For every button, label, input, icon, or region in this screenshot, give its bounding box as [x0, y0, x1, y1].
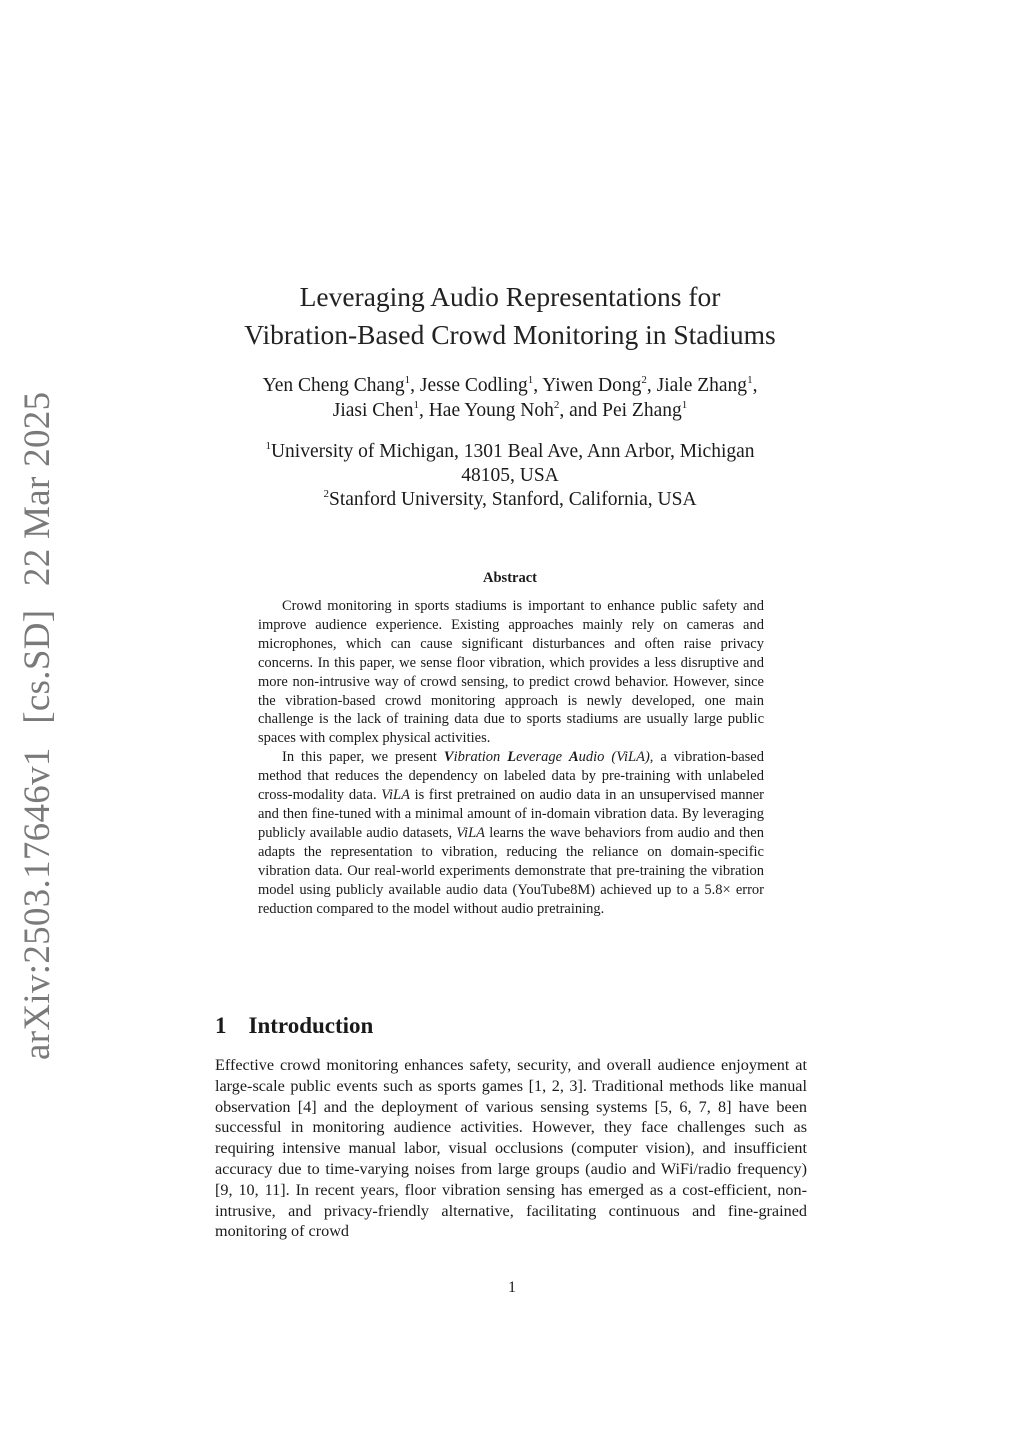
section-title: Introduction	[248, 1013, 374, 1038]
affiliations	[160, 440, 860, 512]
author-affil-mark: 1	[681, 399, 688, 411]
abstract-text: , a vibration-based method that reduces the dependency on labeled data by pre-training with unlabeled cross-modality data.	[258, 749, 764, 804]
author-separator: ,	[418, 400, 429, 421]
author-affil-mark: 1	[413, 399, 419, 411]
affiliation-mark: 1	[265, 440, 271, 452]
introduction-paragraph: Effective crowd monitoring enhances safety, security, and overall audience enjoyment at large-scale public events such as sports games [1, 2, 3]. Traditional methods like manual observation [4] and the deployment of various sensing systems [5, 6, 7, 8] have been successful in monitoring audience activities. However, they face challenges such as requiring intensive manual labor, visual occlusions (computer vision), and insufficient accuracy due to time-varying noises from large groups (audio and WiFi/radio frequency) [9, 10, 11]. In recent years, floor vibration sensing has emerged as a cost-efficient, non-intrusive, and privacy-friendly alternative, facilitating continuous and fine-grained monitoring of crowd	[215, 1056, 807, 1241]
abstract-paragraph-1: Crowd monitoring in sports stadiums is important to enhance public safety and improve audience experience. Existing approaches mainly rely on cameras and microphones, which can cause significant disturbances and often raise privacy concerns. In this paper, we sense floor vibration, which provides a less disruptive and more non-intrusive way of crowd sensing, to predict crowd behavior. However, since the vibration-based crowd monitoring approach is newly developed, one main challenge is the lack of training data due to sports stadiums are usually large public spaces with complex physical activities.	[258, 598, 764, 747]
affiliation-mark: 2	[323, 488, 329, 500]
arxiv-date: 22 Mar 2025	[17, 391, 58, 587]
author-affil-mark: 1	[404, 374, 411, 386]
author-separator: ,	[410, 375, 420, 396]
introduction-body	[215, 1055, 807, 1242]
abstract-text: learns the wave behaviors from audio and then adapts the representation to vibration, reducing the reliance on domain-specific vibration data. Our real-world experiments demonstrate that pre-training the vibration model using publicly available audio data (YouTube8M) achieved up to a 5.8× error reduction compared to the model without audio pretraining.	[258, 824, 764, 917]
author-affil-mark: 1	[747, 374, 753, 386]
abstract-text: ibration	[453, 749, 508, 766]
author-name: Jiale Zhang	[656, 375, 748, 396]
affiliation-text: Stanford University, Stanford, California, USA	[328, 489, 697, 510]
affiliation-2	[160, 488, 860, 512]
paper-title	[160, 278, 860, 354]
title-line-1: Leveraging Audio Representations for	[299, 281, 721, 312]
author-separator: ,	[646, 375, 657, 396]
arxiv-identifier	[16, 378, 59, 1060]
abstract-text: udio (ViLA)	[578, 749, 650, 766]
section-number: 1	[215, 1013, 227, 1038]
title-line-2: Vibration-Based Crowd Monitoring in Stadiums	[244, 319, 776, 350]
abstract-text: everage	[516, 749, 569, 766]
affiliation-text: University of Michigan, 1301 Beal Ave, Ann Arbor, Michigan	[270, 441, 755, 462]
author-name: Hae Young Noh	[428, 400, 554, 421]
author-separator: ,	[533, 375, 543, 396]
author-affil-mark: 2	[641, 374, 647, 386]
abstract-text: In this paper, we present	[282, 749, 444, 766]
author-affil-mark: 1	[527, 374, 534, 386]
author-list	[160, 373, 860, 423]
author-name: Pei Zhang	[602, 400, 682, 421]
page-number: 1	[508, 1279, 516, 1296]
author-name: Yiwen Dong	[542, 375, 642, 396]
arxiv-id: arXiv:2503.17646v1	[17, 747, 58, 1060]
author-name: Jiasi Chen	[332, 400, 414, 421]
arxiv-category: [cs.SD]	[17, 609, 58, 724]
author-affil-mark: 2	[553, 399, 560, 411]
author-separator: , and	[559, 400, 603, 421]
abstract-paragraph-2	[258, 748, 764, 918]
acronym-letter: V	[443, 749, 454, 766]
affiliation-1-continued: 48105, USA	[461, 465, 559, 486]
method-name: ViLA	[381, 787, 410, 804]
acronym-letter: A	[568, 749, 579, 766]
author-separator: ,	[752, 375, 758, 396]
author-name: Yen Cheng Chang	[262, 375, 405, 396]
acronym-letter: L	[507, 749, 517, 766]
author-line-1	[160, 373, 860, 398]
author-line-2	[160, 398, 860, 423]
affiliation-1	[160, 440, 860, 464]
abstract-body	[258, 597, 764, 918]
abstract-text: is first pretrained on audio data in an unsupervised manner and then fine-tuned with a minimal amount of in-domain vibration data. By leveraging publicly available audio datasets,	[258, 787, 764, 841]
section-heading	[215, 1013, 373, 1039]
method-name: ViLA	[456, 824, 486, 841]
author-name: Jesse Codling	[419, 375, 528, 396]
abstract-heading: Abstract	[483, 570, 537, 586]
